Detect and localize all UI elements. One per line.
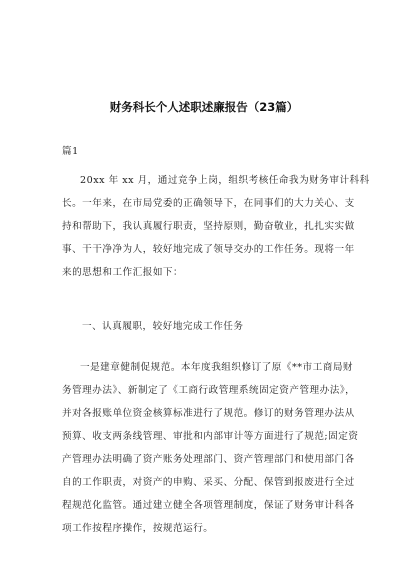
intro-line: 持和帮助下，我认真履行职责，坚持原则，勤奋敬业，扎扎实实做 (62, 221, 355, 232)
body-line: 并对各报账单位资金核算标准进行了规范。修订的财务管理办法从 (62, 408, 355, 419)
body-line: 项工作按程序操作，按规范运行。 (62, 523, 214, 534)
body-line: 一是建章健制促规范。本年度我组织修订了原《**市工商局财 (80, 362, 354, 373)
body-line: 预算、收支两条线管理、审批和内部审计等方面进行了规范;固定资 (62, 431, 359, 442)
body-line: 产管理办法明确了资产账务处理部门、资产管理部门和使用部门各 (62, 454, 355, 465)
section-heading: 一、认真履职，较好地完成工作任务 (82, 321, 244, 332)
body-line: 自的工作职责，对资产的申购、采买、分配、保管到报废进行全过 (62, 477, 355, 488)
document-title: 财务科长个人述职述廉报告（23篇） (109, 100, 299, 114)
body-line: 程规范化监管。通过建立健全各项管理制度，保证了财务审计科各 (62, 500, 355, 511)
article-label: 篇1 (62, 146, 79, 157)
body-line: 务管理办法》、新制定了《工商行政管理系统固定资产管理办法》， (62, 385, 356, 396)
intro-line: 来的思想和工作汇报如下： (62, 267, 184, 278)
intro-line: 事、干干净净为人，较好地完成了领导交办的工作任务。现将一年 (62, 244, 355, 255)
intro-line: 长。一年来，在市局党委的正确领导下，在同事们的大力关心、支 (62, 198, 355, 209)
intro-line: 20xx 年 xx 月，通过竞争上岗，组织考核任命我为财务审计科科 (80, 175, 370, 186)
